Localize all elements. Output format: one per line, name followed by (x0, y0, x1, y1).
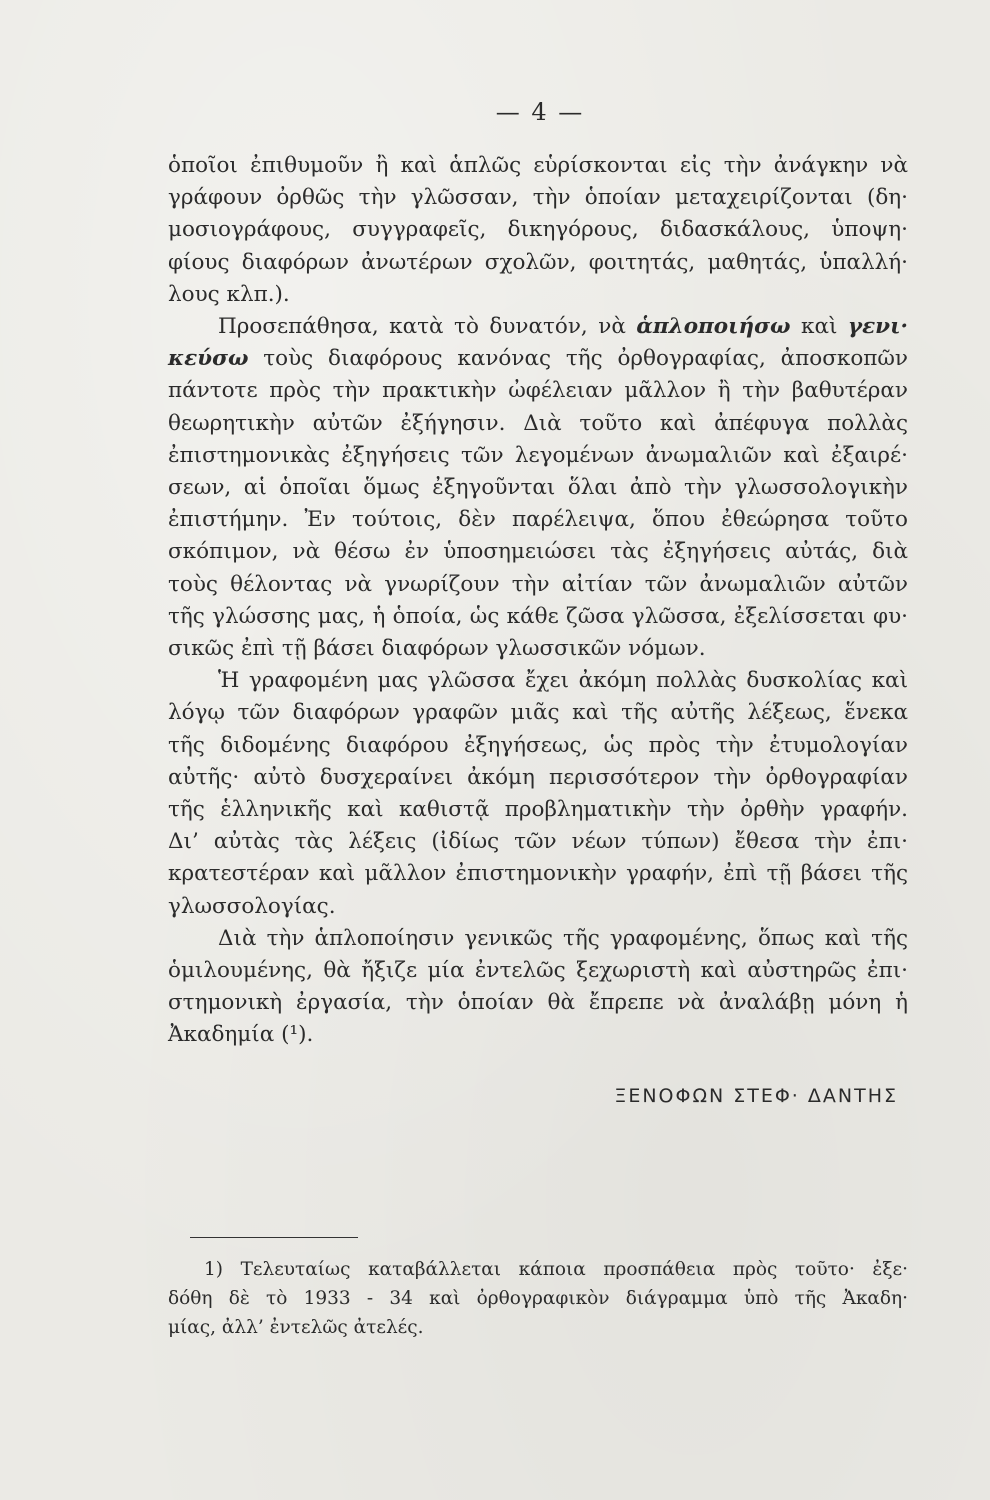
text-line: στημονικὴ ἐργασία, τὴν ὁποίαν θὰ ἔπρεπε νὰ ἀναλάβῃ μόνη ἡ (168, 990, 908, 1016)
text-line: σκόπιμον, νὰ θέσω ἐν ὑποσημειώσει τὰς ἐξηγήσεις αὐτάς, διὰ (168, 539, 908, 565)
text-line: τοὺς θέλοντας νὰ γνωρίζουν τὴν αἰτίαν τῶν ἀνωμαλιῶν αὐτῶν (168, 571, 908, 597)
body-text (168, 150, 908, 1052)
text-line: ὁμιλουμένης, θὰ ἤξιζε μία ἐντελῶς ξεχωριστὴ καὶ αὐστηρῶς ἐπι· (168, 958, 908, 984)
text-line: θεωρητικὴν αὐτῶν ἐξήγησιν. Διὰ τοῦτο καὶ ἀπέφυγα πολλὰς (168, 410, 908, 436)
text-line-with-emphasis (168, 343, 908, 375)
emphasis-word: γενι· (847, 314, 908, 340)
text-line: Ἀκαδημία (¹). (168, 1022, 314, 1048)
footnote-divider (190, 1237, 358, 1238)
text-line: καὶ (790, 314, 848, 340)
text-line: φίους διαφόρων ἀνωτέρων σχολῶν, φοιτητάς, μαθητάς, ὑπαλλή· (168, 249, 908, 275)
footnote-line: δόθη δὲ τὸ 1933 - 34 καὶ ὀρθογραφικὸν διάγραμμα ὑπὸ τῆς Ἀκαδη· (168, 1288, 908, 1309)
text-line: τῆς ἑλληνικῆς καὶ καθιστᾷ προβληματικὴν τὴν ὀρθὴν γραφήν. (168, 797, 908, 823)
text-line: τῆς γλώσσης μας, ἡ ὁποία, ὡς κάθε ζῶσα γλῶσσα, ἐξελίσσεται φυ· (168, 603, 908, 629)
footnote-line: 1) Τελευταίως καταβάλλεται κάποια προσπάθεια πρὸς τοῦτο· ἐξε· (204, 1259, 908, 1280)
text-line: Διὰ τὴν ἁπλοποίησιν γενικῶς τῆς γραφομένης, ὅπως καὶ τῆς (218, 925, 908, 951)
author-signature: ΞΕΝΟΦΩΝ ΣΤΕΦ· ΔΑΝΤΗΣ (614, 1085, 898, 1107)
text-line: σικῶς ἐπὶ τῇ βάσει διαφόρων γλωσσικῶν νόμων. (168, 636, 706, 662)
text-line: Δι’ αὐτὰς τὰς λέξεις (ἰδίως τῶν νέων τύπων) ἔθεσα τὴν ἐπι· (168, 829, 908, 855)
text-line: λόγῳ τῶν διαφόρων γραφῶν μιᾶς καὶ τῆς αὐτῆς λέξεως, ἕνεκα (168, 700, 908, 726)
text-line: γλωσσολογίας. (168, 893, 336, 919)
paragraph-4 (168, 923, 908, 1052)
paragraph-2 (168, 311, 908, 665)
footnote-line: μίας, ἀλλ’ ἐντελῶς ἀτελές. (168, 1317, 424, 1338)
paragraph-3 (168, 665, 908, 923)
text-line: ἐπιστημονικὰς ἐξηγήσεις τῶν λεγομένων ἀνωμαλιῶν καὶ ἐξαιρέ· (168, 442, 908, 468)
text-line: αὐτῆς· αὐτὸ δυσχεραίνει ἀκόμη περισσότερον τὴν ὀρθογραφίαν (168, 764, 908, 790)
text-line: πάντοτε πρὸς τὴν πρακτικὴν ὠφέλειαν μᾶλλον ἢ τὴν βαθυτέραν (168, 378, 908, 404)
text-line: γράφουν ὀρθῶς τὴν γλῶσσαν, τὴν ὁποίαν μεταχειρίζονται (δη· (168, 185, 908, 211)
text-line: ὁποῖοι ἐπιθυμοῦν ἢ καὶ ἁπλῶς εὑρίσκονται εἰς τὴν ἀνάγκην νὰ (168, 153, 908, 178)
text-line: λους κλπ.). (168, 281, 290, 307)
text-line: κρατεστέραν καὶ μᾶλλον ἐπιστημονικὴν γραφήν, ἐπὶ τῇ βάσει τῆς (168, 861, 908, 887)
text-line: τῆς διδομένης διαφόρου ἐξηγήσεως, ὡς πρὸς τὴν ἐτυμολογίαν (168, 732, 908, 758)
page-number: — 4 — (495, 98, 585, 126)
text-line: τοὺς διαφόρους κανόνας τῆς ὀρθογραφίας, ἀποσκοπῶν (248, 346, 908, 372)
emphasis-word: ἁπλοποιήσω (636, 314, 791, 340)
footnote (168, 1255, 908, 1342)
paragraph-1 (168, 150, 908, 311)
emphasis-word: κεύσω (168, 346, 249, 372)
text-line: ἐπιστήμην. Ἐν τούτοις, δὲν παρέλειψα, ὅπου ἐθεώρησα τοῦτο (168, 507, 908, 533)
text-line: Προσεπάθησα, κατὰ τὸ δυνατόν, νὰ (218, 314, 637, 340)
text-line: σεων, αἱ ὁποῖαι ὅμως ἐξηγοῦνται ὅλαι ἀπὸ τὴν γλωσσολογικὴν (168, 475, 908, 501)
text-line: μοσιογράφους, συγγραφεῖς, δικηγόρους, διδασκάλους, ὑποψη· (168, 217, 908, 243)
text-line: Ἡ γραφομένη μας γλῶσσα ἔχει ἀκόμη πολλὰς δυσκολίας καὶ (218, 668, 908, 694)
text-line-with-emphasis (168, 311, 908, 343)
